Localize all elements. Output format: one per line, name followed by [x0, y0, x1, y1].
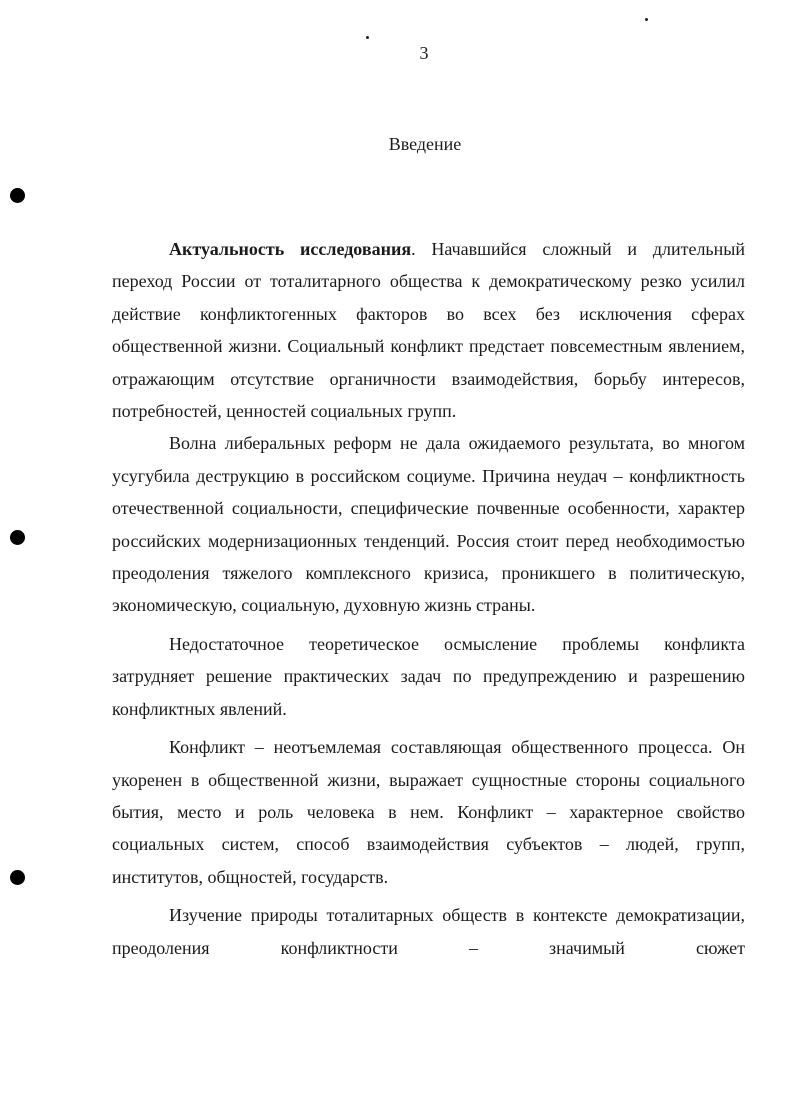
paragraph: Изучение природы тоталитарных обществ в контексте демократизации, преодоления конфликтности – значимый сюжет	[112, 905, 745, 958]
binder-hole-middle	[10, 530, 25, 545]
binder-hole-top	[10, 188, 25, 203]
scan-speck	[366, 36, 369, 39]
page-number: 3	[419, 43, 429, 63]
paragraph: Недостаточное теоретическое осмысление проблемы конфликта затрудняет решение практических задач по предупреждению и разрешению конфликтных явлений.	[112, 633, 745, 719]
paragraph-lead: Актуальность исследования	[169, 239, 412, 259]
body-text	[112, 233, 745, 964]
page-heading: Введение	[388, 134, 462, 154]
binder-hole-bottom	[10, 870, 25, 885]
paragraph: Волна либеральных реформ не дала ожидаемого результата, во многом усугубила деструкцию в российском социуме. Причина неудач – конфликтность отечественной социальности, специфические почвенные особенности, характер российских модернизационных тенденций. Россия стоит перед необходимостью преодоления тяжелого комплексного кризиса, проникшего в политическую, экономическую, социальную, духовную жизнь страны.	[112, 433, 745, 616]
paragraph-text: . Начавшийся сложный и длительный переход России от тоталитарного общества к демократическому резко усилил действие конфликтогенных факторов во всех без исключения сферах общественной жизни. Социальный конфликт предстает повсеместным явлением, отражающим отсутствие органичности взаимодействия, борьбу интересов, потребностей, ценностей социальных групп.	[112, 239, 746, 422]
scan-speck	[645, 18, 648, 21]
paragraph-relevance	[112, 233, 745, 427]
paragraph: Конфликт – неотъемлемая составляющая общественного процесса. Он укоренен в общественной жизни, выражает сущностные стороны социального бытия, место и роль человека в нем. Конфликт – характерное свойство социальных систем, способ взаимодействия субъектов – людей, групп, институтов, общностей, государств.	[112, 737, 745, 887]
